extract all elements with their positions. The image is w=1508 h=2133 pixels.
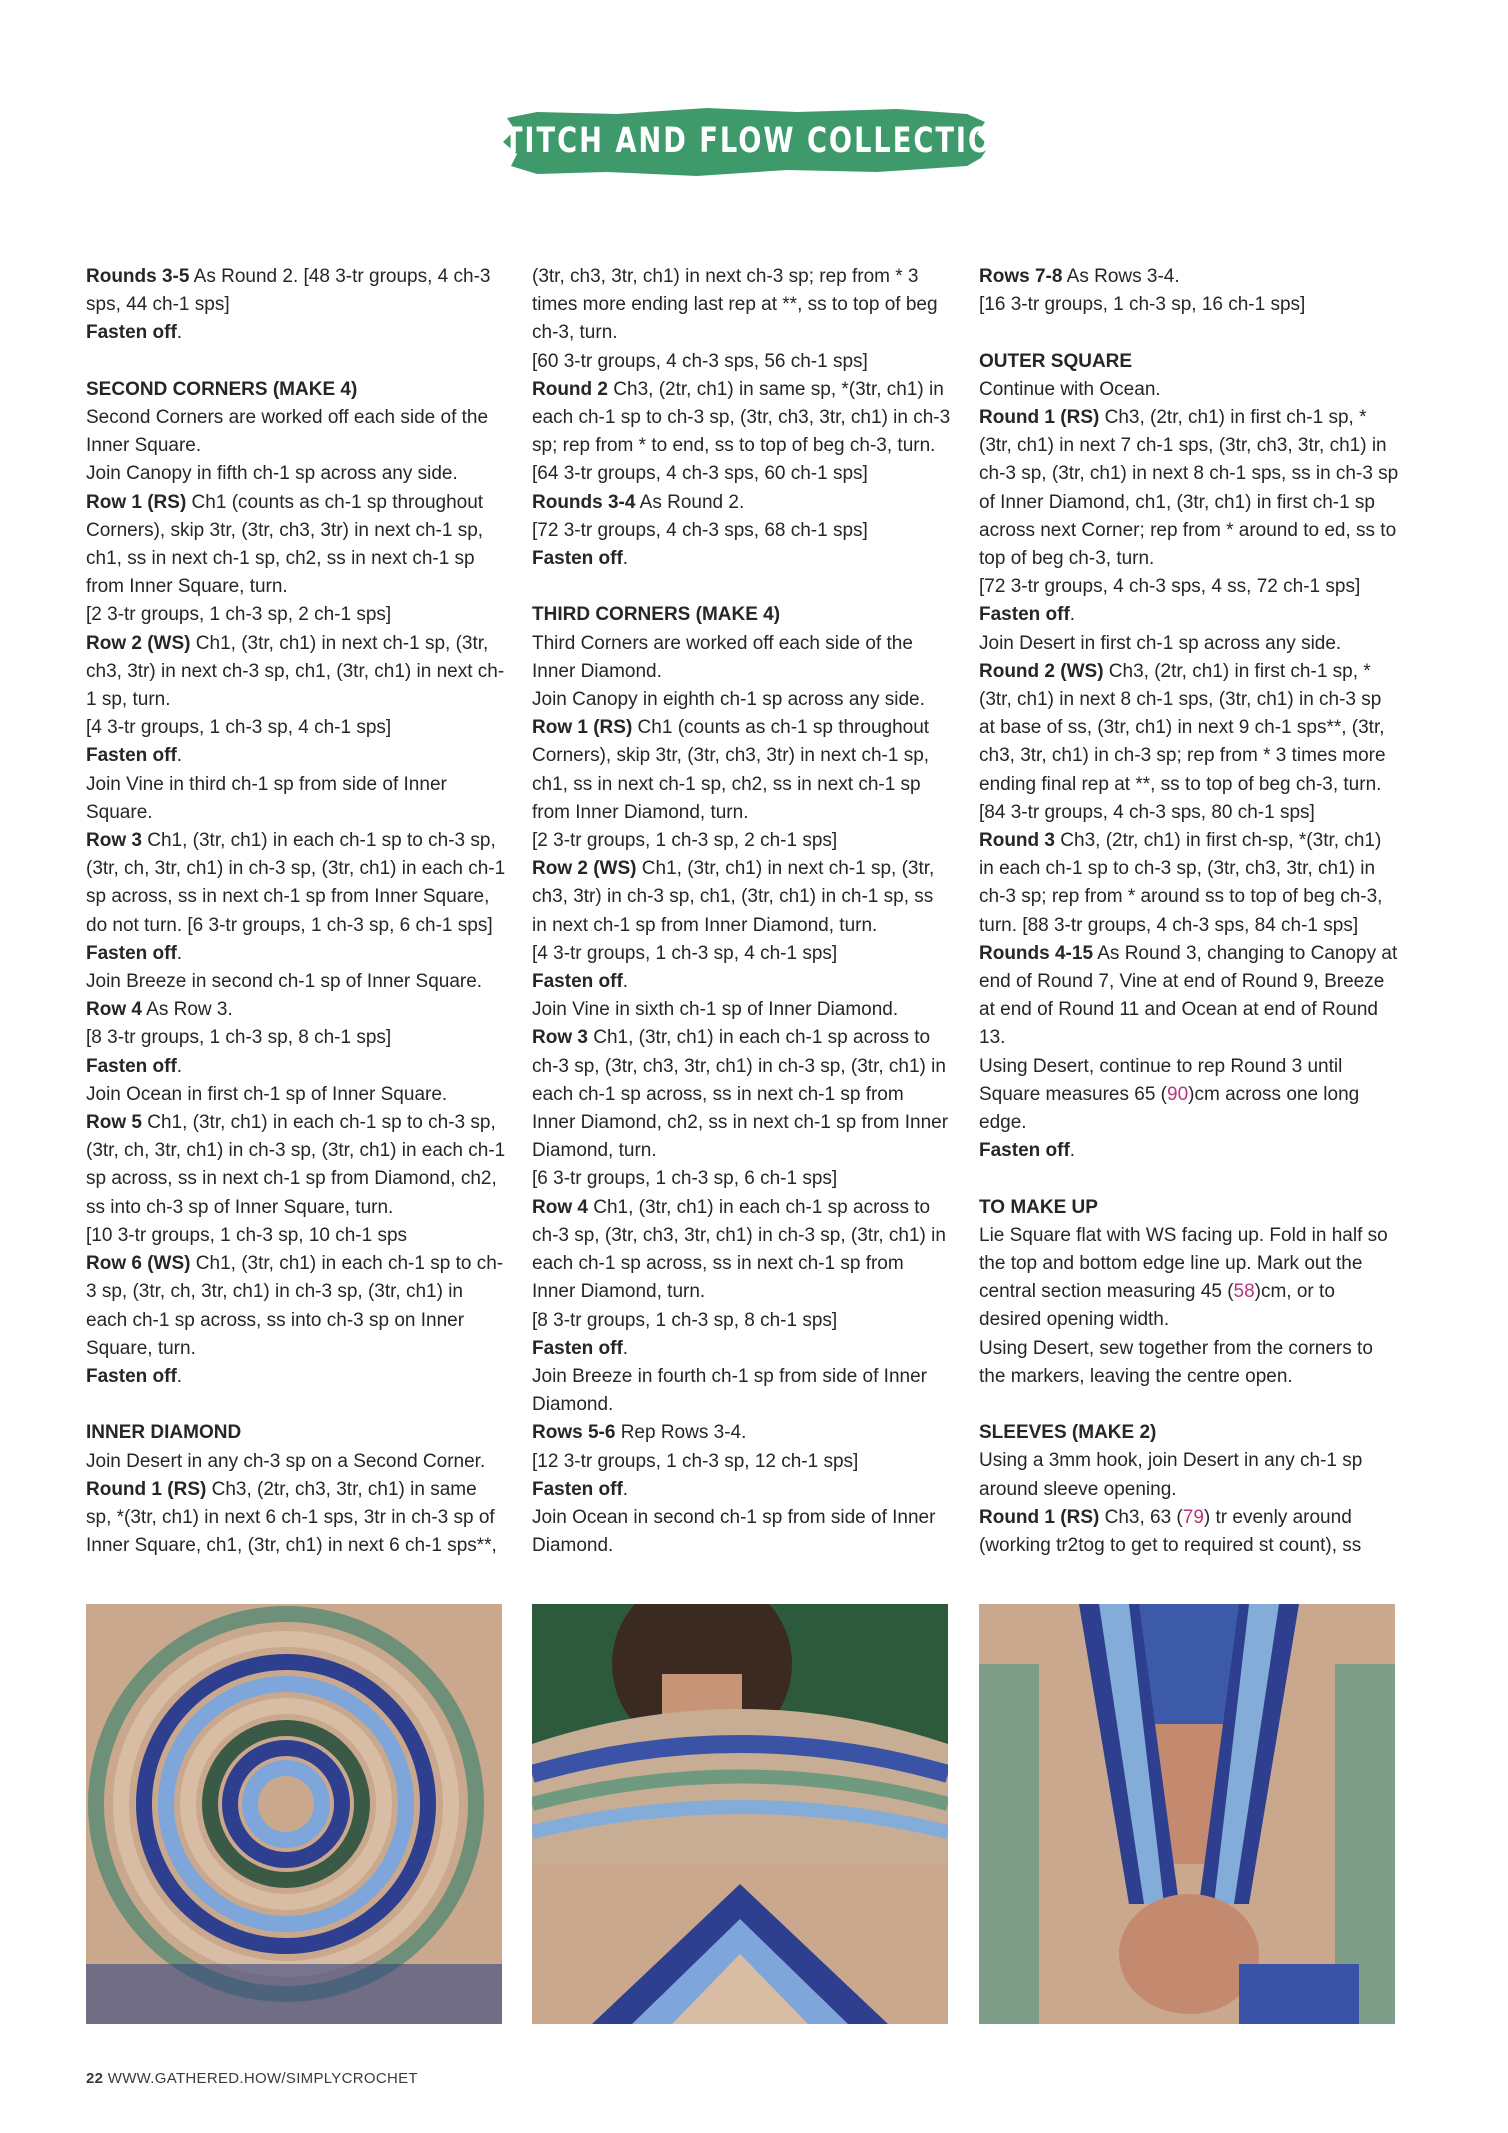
page-number: 22: [86, 2070, 104, 2087]
instruction-paragraph: [532, 996, 952, 1024]
instruction-paragraph: [532, 489, 952, 517]
instruction-paragraph: [86, 771, 506, 827]
instruction-paragraph: [532, 263, 952, 348]
instruction-text: [12 3-tr groups, 1 ch-3 sp, 12 ch-1 sps]: [532, 1450, 859, 1472]
instruction-paragraph: [979, 827, 1399, 940]
instruction-text: Join Ocean in second ch-1 sp from side of Inner Diamond.: [532, 1506, 936, 1557]
instruction-text: As Row 3.: [141, 999, 233, 1021]
instruction-paragraph: [532, 968, 952, 996]
instruction-text: .: [622, 971, 629, 993]
paragraph-gap: [979, 1391, 1399, 1419]
column-left: [86, 263, 506, 1560]
instruction-paragraph: [532, 1165, 952, 1193]
section-banner: [482, 100, 1019, 182]
instruction-label: Fasten off: [979, 1140, 1070, 1162]
instruction-text: .: [176, 942, 183, 964]
section-heading: OUTER SQUARE: [979, 350, 1133, 372]
instruction-text: Join Breeze in second ch-1 sp of Inner Square.: [86, 971, 483, 993]
instruction-text: Join Ocean in first ch-1 sp of Inner Square.: [86, 1083, 448, 1105]
instruction-text: Ch1, (3tr, ch1) in next ch-1 sp, (3tr, ch3, 3tr) in next ch-3 sp, ch1, (3tr, ch1) in next ch-1 sp, turn.: [86, 632, 505, 711]
instruction-text: [8 3-tr groups, 1 ch-3 sp, 8 ch-1 sps]: [86, 1027, 392, 1049]
instruction-paragraph: [979, 658, 1399, 799]
instruction-paragraph: [532, 376, 952, 461]
instruction-paragraph: [979, 799, 1399, 827]
instruction-text: As Rows 3-4.: [1062, 266, 1180, 287]
section-heading: SECOND CORNERS (MAKE 4): [86, 378, 358, 400]
instruction-paragraph: [532, 1476, 952, 1504]
instruction-text: Using Desert, sew together from the corners to the markers, leaving the centre open.: [979, 1337, 1373, 1387]
instruction-paragraph: [86, 404, 506, 460]
instruction-label: Fasten off: [532, 548, 623, 570]
instruction-paragraph: [86, 1024, 506, 1052]
instruction-text: Ch3, (2tr, ch3, 3tr, ch1) in same sp, *(3tr, ch1) in next 6 ch-1 sps, 3tr in ch-3 sp of Inner Square, ch1, (3tr, ch1) in next 6 ch-1 sps**,: [86, 1478, 497, 1557]
instruction-paragraph: [86, 968, 506, 996]
instruction-text: Ch1, (3tr, ch1) in each ch-1 sp to ch-3 sp, (3tr, ch, 3tr, ch1) in ch-3 sp, (3tr, ch1) in each ch-1 sp across, ss in next ch-1 sp from Diamond, ch2, ss into ch-3 sp of Inner Square, turn.: [86, 1112, 506, 1218]
column-middle: [532, 263, 952, 1560]
instruction-label: Round 2: [532, 378, 608, 400]
instruction-paragraph: [532, 545, 952, 573]
larger-size-value: 90: [1167, 1083, 1189, 1105]
instruction-text: .: [176, 1365, 183, 1387]
instruction-text: )cm across one long edge.: [979, 1083, 1360, 1134]
instruction-paragraph: [532, 940, 952, 968]
instruction-paragraph: [86, 263, 506, 319]
instruction-text: As Round 3, changing to Canopy at end of Round 7, Vine at end of Round 9, Breeze at end of Round 11 and Ocean at end of Round 13.: [979, 942, 1398, 1049]
paragraph-gap: [86, 348, 506, 376]
instruction-paragraph: [86, 319, 506, 347]
instruction-paragraph: [86, 940, 506, 968]
instruction-paragraph: [532, 686, 952, 714]
paragraph-gap: [86, 1391, 506, 1419]
instruction-label: Row 2 (WS): [86, 632, 191, 654]
instruction-label: Round 3: [979, 830, 1055, 852]
instruction-paragraph: [979, 1137, 1399, 1165]
instruction-paragraph: [86, 489, 506, 602]
instruction-text: Ch1, (3tr, ch1) in each ch-1 sp to ch-3 sp, (3tr, ch, 3tr, ch1) in ch-3 sp, (3tr, ch1) in each ch-1 sp across, ss in next ch-1 sp from Inner Square, do not turn. [6 3-tr groups, 1 ch-3 sp, 6 ch-1 sps]: [86, 830, 506, 936]
instruction-paragraph: [532, 1335, 952, 1363]
instruction-text: Ch1, (3tr, ch1) in next ch-1 sp, (3tr, ch3, 3tr) in ch-3 sp, ch1, (3tr, ch1) in ch-1 sp, ss in next ch-1 sp from Inner Diamond, turn.: [532, 858, 935, 936]
instruction-paragraph: [979, 940, 1399, 1053]
photo-cardigan-front-view: [979, 1604, 1395, 2024]
instruction-text: ) tr evenly around (working tr2tog to get to required st count), ss: [979, 1506, 1362, 1557]
instruction-label: Round 2 (WS): [979, 660, 1104, 682]
instruction-label: Fasten off: [532, 971, 623, 993]
instruction-text: Ch3, 63 (: [1099, 1506, 1183, 1528]
instruction-text: Join Breeze in fourth ch-1 sp from side of Inner Diamond.: [532, 1365, 927, 1416]
instruction-paragraph: [532, 1504, 952, 1560]
photo-granny-square-closeup: [86, 1604, 502, 2024]
instruction-text: .: [176, 1055, 183, 1077]
instruction-text: [10 3-tr groups, 1 ch-3 sp, 10 ch-1 sps: [86, 1224, 408, 1246]
instruction-text: Ch1 (counts as ch-1 sp throughout Corners), skip 3tr, (3tr, ch3, 3tr) in next ch-1 sp, ch1, ss in next ch-1 sp, ch2, ss in next ch-1 sp from Inner Diamond, turn.: [532, 717, 930, 823]
column-right: [979, 263, 1399, 1560]
instruction-text: [2 3-tr groups, 1 ch-3 sp, 2 ch-1 sps]: [86, 604, 392, 626]
instruction-label: Row 3: [86, 830, 142, 852]
paragraph-gap: [979, 1165, 1399, 1193]
instruction-text: .: [622, 1337, 629, 1359]
instruction-label: Rounds 3-5: [86, 266, 190, 287]
instruction-paragraph: [979, 404, 1399, 573]
instruction-paragraph: [979, 1053, 1399, 1138]
instruction-paragraph: [532, 855, 952, 940]
instruction-paragraph: [532, 1307, 952, 1335]
instruction-label: Round 1 (RS): [86, 1478, 207, 1500]
instruction-text: [60 3-tr groups, 4 ch-3 sps, 56 ch-1 sps]: [532, 350, 868, 372]
instruction-text: .: [176, 322, 183, 344]
instruction-text: Ch1, (3tr, ch1) in each ch-1 sp to ch-3 sp, (3tr, ch, 3tr, ch1) in ch-3 sp, (3tr, ch1) in each ch-1 sp across, ss into ch-3 sp on Inner Square, turn.: [86, 1253, 504, 1359]
instruction-paragraph: [532, 1194, 952, 1307]
instruction-paragraph: [979, 1447, 1399, 1503]
instruction-text: Join Vine in third ch-1 sp from side of Inner Square.: [86, 773, 447, 823]
instruction-label: Round 1 (RS): [979, 407, 1100, 428]
instruction-paragraph: [979, 1504, 1399, 1560]
footer-url: WWW.GATHERED.HOW/SIMPLYCROCHET: [107, 2070, 418, 2087]
instruction-text: [6 3-tr groups, 1 ch-3 sp, 6 ch-1 sps]: [532, 1168, 838, 1190]
instruction-text: Ch3, (2tr, ch1) in same sp, *(3tr, ch1) in each ch-1 sp to ch-3 sp, (3tr, ch3, 3tr, ch1) in ch-3 sp; rep from * to end, ss to top of beg ch-3, turn.: [532, 378, 951, 457]
instruction-label: Round 1 (RS): [979, 1506, 1100, 1528]
instruction-paragraph: [532, 348, 952, 376]
instruction-text: Join Canopy in eighth ch-1 sp across any side.: [532, 689, 925, 711]
instruction-label: Fasten off: [86, 322, 177, 344]
instruction-text: )cm, or to desired opening width.: [979, 1281, 1335, 1331]
instruction-text: [8 3-tr groups, 1 ch-3 sp, 8 ch-1 sps]: [532, 1309, 838, 1331]
larger-size-value: 79: [1182, 1506, 1204, 1528]
instruction-text: .: [176, 745, 183, 767]
larger-size-value: 58: [1233, 1281, 1255, 1303]
instruction-text: .: [622, 1478, 629, 1500]
instruction-paragraph: [532, 1448, 952, 1476]
instruction-label: Fasten off: [86, 1055, 177, 1077]
instruction-text: [4 3-tr groups, 1 ch-3 sp, 4 ch-1 sps]: [532, 942, 838, 964]
instruction-text: Third Corners are worked off each side of the Inner Diamond.: [532, 632, 913, 682]
instruction-text: Join Desert in first ch-1 sp across any side.: [979, 632, 1342, 654]
instruction-label: Row 3: [532, 1027, 588, 1049]
instruction-text: Ch3, (2tr, ch1) in first ch-1 sp, *(3tr, ch1) in next 7 ch-1 sps, (3tr, ch3, 3tr, ch1) in ch-3 sp, (3tr, ch1) in next 8 ch-1 sps, ss in ch-3 sp of Inner Diamond, ch1, (3tr, ch1) in first ch-1 sp across next Corner; rep from * around to ed, ss to top of beg ch-3, turn.: [979, 407, 1399, 570]
instruction-paragraph: [979, 1222, 1399, 1335]
section-heading: TO MAKE UP: [979, 1196, 1098, 1218]
instruction-paragraph: [979, 1335, 1399, 1391]
paragraph-gap: [979, 319, 1399, 347]
instruction-paragraph: [979, 263, 1399, 291]
instruction-label: Rows 5-6: [532, 1422, 616, 1444]
instruction-text: Ch1 (counts as ch-1 sp throughout Corners), skip 3tr, (3tr, ch3, 3tr) in next ch-1 sp, ch1, ss in next ch-1 sp, ch2, ss in next ch-1 sp from Inner Square, turn.: [86, 491, 484, 598]
instruction-paragraph: [86, 601, 506, 629]
instruction-paragraph: [86, 1109, 506, 1222]
instruction-text: Ch3, (2tr, ch1) in first ch-1 sp, *(3tr, ch1) in next 8 ch-1 sps, (3tr, ch1) in ch-3 sp at base of ss, (3tr, ch1) in next 9 ch-1 sps**, (3tr, ch3, 3tr, ch1) in ch-3 sp; rep from * 3 times more ending final rep at **, ss to top of beg ch-3, turn.: [979, 660, 1386, 795]
instruction-label: Rounds 4-15: [979, 942, 1094, 964]
instruction-paragraph: [532, 1419, 952, 1447]
instruction-text: Ch3, (2tr, ch1) in first ch-sp, *(3tr, ch1) in each ch-1 sp to ch-3 sp, (3tr, ch3, 3tr, ch1) in ch-3 sp; rep from * around ss to top of beg ch-3, turn. [88 3-tr groups, 4 ch-3 sps, 84 ch-1 sps]: [979, 830, 1383, 936]
instruction-paragraph: [86, 827, 506, 940]
instruction-text: [16 3-tr groups, 1 ch-3 sp, 16 ch-1 sps]: [979, 294, 1306, 316]
instruction-paragraph: [979, 573, 1399, 601]
section-heading: THIRD CORNERS (MAKE 4): [532, 604, 781, 626]
instruction-paragraph: [86, 1222, 506, 1250]
instruction-text: Join Canopy in fifth ch-1 sp across any side.: [86, 463, 458, 485]
instruction-paragraph: [86, 996, 506, 1024]
instruction-text: Ch1, (3tr, ch1) in each ch-1 sp across to ch-3 sp, (3tr, ch3, 3tr, ch1) in ch-3 sp, (3tr, ch1) in each ch-1 sp across, ss in next ch-1 sp from Inner Diamond, ch2, ss in next ch-1 sp from Inner Diamond, turn.: [532, 1027, 949, 1162]
instruction-paragraph: [532, 1024, 952, 1165]
instruction-text: [64 3-tr groups, 4 ch-3 sps, 60 ch-1 sps]: [532, 463, 868, 485]
page-footer: [86, 2070, 418, 2087]
instruction-text: .: [1069, 604, 1076, 626]
instruction-paragraph: [86, 1081, 506, 1109]
instruction-label: Row 4: [532, 1196, 588, 1218]
instruction-label: Rounds 3-4: [532, 491, 636, 513]
instruction-text: Continue with Ocean.: [979, 378, 1161, 400]
instruction-paragraph: [86, 714, 506, 742]
instruction-label: Fasten off: [979, 604, 1070, 626]
instruction-paragraph: [86, 1476, 506, 1561]
instruction-text: Second Corners are worked off each side of the Inner Square.: [86, 407, 489, 457]
instruction-paragraph: [979, 291, 1399, 319]
section-title: STITCH AND FLOW COLLECTION: [482, 121, 1019, 161]
instruction-paragraph: [532, 827, 952, 855]
paragraph-gap: [532, 573, 952, 601]
instruction-paragraph: [86, 1363, 506, 1391]
instruction-paragraph: [532, 630, 952, 686]
instruction-text: As Round 2.: [635, 491, 745, 513]
instruction-label: Fasten off: [86, 745, 177, 767]
instruction-text: As Round 2. [48 3-tr groups, 4 ch-3 sps, 44 ch-1 sps]: [86, 266, 491, 316]
instruction-paragraph: [532, 1363, 952, 1419]
instruction-text: [2 3-tr groups, 1 ch-3 sp, 2 ch-1 sps]: [532, 830, 838, 852]
instruction-label: Fasten off: [86, 1365, 177, 1387]
instruction-paragraph: [86, 1053, 506, 1081]
instruction-paragraph: [86, 742, 506, 770]
instruction-text: [72 3-tr groups, 4 ch-3 sps, 68 ch-1 sps]: [532, 519, 868, 541]
instruction-text: Join Vine in sixth ch-1 sp of Inner Diamond.: [532, 999, 899, 1021]
instruction-paragraph: [979, 376, 1399, 404]
section-heading: SLEEVES (MAKE 2): [979, 1422, 1157, 1444]
instruction-label: Rows 7-8: [979, 266, 1063, 287]
instruction-text: [72 3-tr groups, 4 ch-3 sps, 4 ss, 72 ch-1 sps]: [979, 576, 1361, 598]
instruction-text: Lie Square flat with WS facing up. Fold in half so the top and bottom edge line up. Mark out the central section measuring 45 (: [979, 1224, 1388, 1303]
instruction-paragraph: [979, 630, 1399, 658]
instruction-label: Row 2 (WS): [532, 858, 637, 880]
instruction-text: Rep Rows 3-4.: [615, 1422, 747, 1444]
instruction-paragraph: [532, 714, 952, 827]
instruction-paragraph: [86, 630, 506, 715]
instruction-text: .: [622, 548, 629, 570]
instruction-label: Fasten off: [532, 1478, 623, 1500]
section-heading: INNER DIAMOND: [86, 1422, 242, 1444]
instruction-label: Row 6 (WS): [86, 1253, 191, 1275]
instruction-paragraph: [532, 517, 952, 545]
instruction-label: Row 1 (RS): [86, 491, 187, 513]
instruction-text: Ch1, (3tr, ch1) in each ch-1 sp across to ch-3 sp, (3tr, ch3, 3tr, ch1) in ch-3 sp, (3tr, ch1) in each ch-1 sp across, ss in next ch-1 sp from Inner Diamond, turn.: [532, 1196, 946, 1303]
instruction-label: Fasten off: [532, 1337, 623, 1359]
instruction-text: Using a 3mm hook, join Desert in any ch-1 sp around sleeve opening.: [979, 1450, 1363, 1500]
instruction-label: Row 4: [86, 999, 142, 1021]
instruction-text: .: [1069, 1140, 1076, 1162]
instruction-text: [4 3-tr groups, 1 ch-3 sp, 4 ch-1 sps]: [86, 717, 392, 739]
instruction-paragraph: [532, 460, 952, 488]
instruction-label: Row 1 (RS): [532, 717, 633, 739]
instruction-paragraph: [979, 601, 1399, 629]
instruction-text: Join Desert in any ch-3 sp on a Second Corner.: [86, 1450, 486, 1472]
instruction-text: Using Desert, continue to rep Round 3 until Square measures 65 (: [979, 1055, 1343, 1105]
instruction-label: Row 5: [86, 1112, 142, 1134]
instruction-label: Fasten off: [86, 942, 177, 964]
instruction-paragraph: [86, 1250, 506, 1363]
instruction-paragraph: [86, 460, 506, 488]
photo-collar-back-view: [532, 1604, 948, 2024]
instruction-paragraph: [86, 1448, 506, 1476]
instruction-text: (3tr, ch3, 3tr, ch1) in next ch-3 sp; rep from * 3 times more ending last rep at **, ss to top of beg ch-3, turn.: [532, 266, 938, 344]
instruction-text: [84 3-tr groups, 4 ch-3 sps, 80 ch-1 sps]: [979, 801, 1315, 823]
